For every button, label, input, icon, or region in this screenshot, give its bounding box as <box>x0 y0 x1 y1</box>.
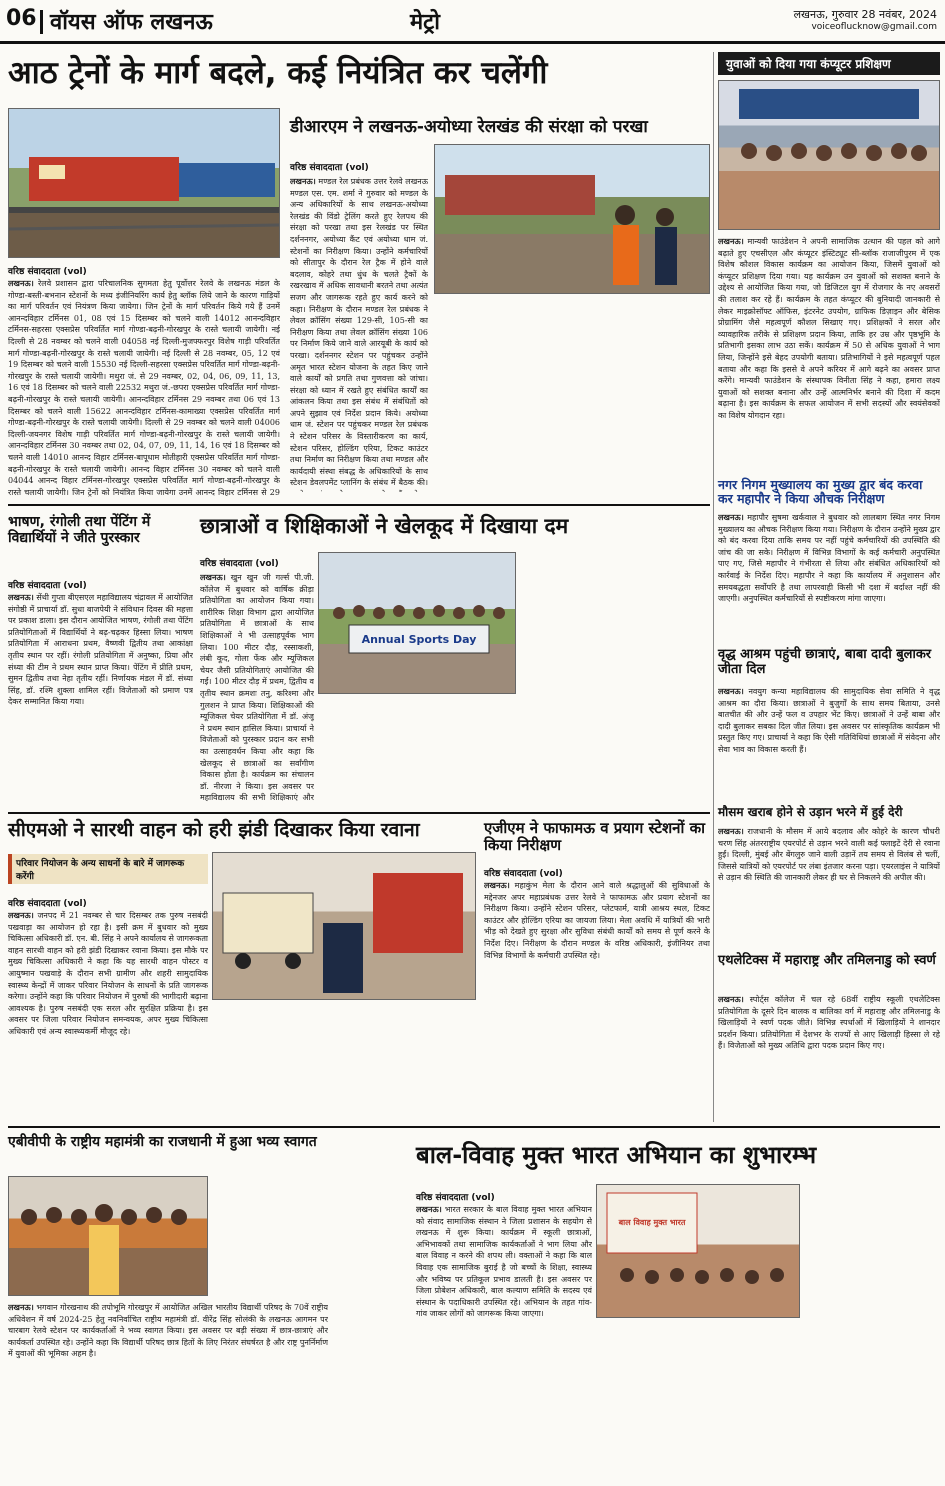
weather-lead: लखनऊ। <box>718 826 744 836</box>
agm-lead: लखनऊ। <box>484 880 510 890</box>
computer-training-text: मान्यवी फाउंडेशन ने अपनी सामाजिक उत्थान की पहल को आगे बढ़ाते हुए एचसीएल और कंप्यूटर इंस्टिट्यूट सी-ब्लॉक राजाजीपुरम में एक विशेष कौशल विकास कार्यक्रम का आयोजन किया, जिसमें युवाओं को कंप्यूटर प्रशिक्षण दिया गया। यह कार्यक्रम उन युवाओं को सशक्त बनाने के उद्देश्य से आयोजित किया गया, जो डिजिटल युग में रोजगार के नए अवसरों की तलाश कर रहे हैं। कार्यक्रम के तहत कंप्यूटर की बुनियादी जानकारी से लेकर माइक्रोसॉफ्ट ऑफिस, इंटरनेट उपयोग, ग्राफिक डिज़ाइन और बेसिक प्रोग्रामिंग जैसे महत्वपूर्ण कौशल सिखाए गए। प्रशिक्षकों ने सरल और व्यावहारिक तरीके से प्रशिक्षण प्रदान किया, ताकि हर उम्र और पृष्ठभूमि के प्रतिभागी इसका लाभ उठा सकें। कार्यक्रम में 50 से अधिक युवाओं ने भाग लिया, जिन्होंने इसे बेहद उपयोगी बताया। प्रतिभागियों ने इसे महत्वपूर्ण पहल बताया और कहा कि इससे वे अपने करियर में आगे बढ़ने का अवसर प्राप्त करेंगे। मान्यवी फाउंडेशन के संस्थापक विनीता सिंह ने कहा, हमारा लक्ष्य युवाओं को सशक्त बनाना और उन्हें आत्मनिर्भर बनाने की दिशा में कदम बढ़ाना है। इस कार्यक्रम के सफल आयोजन में सभी सदस्यों और स्वयंसेवकों का विशेष योगदान रहा। <box>718 237 940 420</box>
nagar-nigam-lead: लखनऊ। <box>718 512 744 522</box>
cmo-tag: परिवार नियोजन के अन्य साधनों के बारे में जागरूक करेंगी <box>8 854 208 884</box>
crowd-row <box>21 1204 187 1225</box>
painting-text: सेंथी गुप्ता बीएसएल महाविद्यालय चंद्रावल में आयोजित संगोष्ठी में प्राचार्या डॉ. सुधा बाजपेयी ने संविधान दिवस की महत्ता पर प्रकाश डाला। इस दौरान आयोजित भाषण, रंगोली तथा पेंटिंग प्रतियोगिताओं में विद्यार्थियों ने बढ़-चढ़कर हिस्सा लिया। भाषण प्रतियोगिता में आराधना प्रथम, वैष्णवी द्वितीय तथा आकांक्षा तृतीय स्थान पर रहीं। रंगोली प्रतियोगिता में अनुष्का, प्रिया और संध्या की टीम ने प्रथम स्थान प्राप्त किया। पेंटिंग में प्रीति प्रथम, सुमन द्वितीय तथा नेहा तृतीय रहीं। निर्णायक मंडल में डॉ. संध्या सिंह, डॉ. रश्मि शुक्ला शामिल रहीं। विजेताओं को प्रमाण पत्र देकर सम्मानित किया गया। <box>8 593 193 707</box>
sports-day-text: खुन खुन जी गर्ल्स पी.जी. कॉलेज में बुधवार को वार्षिक क्रीड़ा प्रतियोगिता का आयोजन किया गया। शारीरिक शिक्षा विभाग द्वारा आयोजित प्रतियोगिता में छात्राओं के साथ शिक्षिकाओं ने भी उत्साहपूर्वक भाग लिया। 100 मीटर दौड़, रस्साकशी, लंबी कूद, गोला फेंक और म्यूजिकल चेयर जैसी प्रतियोगिताएं आयोजित की गईं। 100 मीटर दौड़ में प्रथम, द्वितीय व तृतीय स्थान क्रमशः तनु, करिश्मा और गुलशन ने प्राप्त किया। शिक्षिकाओं की म्यूजिकल चेयर प्रतियोगिता में डॉ. अंजू ने प्रथम स्थान हासिल किया। प्राचार्या ने विजेताओं को पुरस्कार प्रदान कर सभी का उत्साहवर्धन किया और कहा कि खेलकूद से छात्राओं का सर्वांगीण विकास होता है। कार्यक्रम का संचालन डॉ. नीरजा ने किया। इस अवसर पर महाविद्यालय की सभी शिक्षिकाएं और <box>200 573 314 803</box>
coach-body <box>179 163 275 197</box>
abvp-illustration <box>9 1177 208 1296</box>
rail-track <box>9 207 280 213</box>
painting-body <box>8 592 193 804</box>
column-divider <box>713 52 714 1122</box>
agm-text: महाकुंभ मेला के दौरान आने वाले श्रद्धालुओं की सुविधाओं के मद्देनजर अपर महाप्रबंधक उत्तर रेलवे ने फाफामऊ और प्रयाग स्टेशनों का निरीक्षण किया। उन्होंने स्टेशन परिसर, प्लेटफार्म, यात्री आश्रय स्थल, टिकट काउंटर और होल्डिंग एरिया का जायजा लिया। मेला अवधि में यात्रियों की भारी भीड़ को देखते हुए सुरक्षा और सुविधा संबंधी कार्यों को समय से पूर्ण करने के निर्देश दिए। निरीक्षण के दौरान मण्डल के वरिष्ठ अधिकारी, इंजीनियर तथा विभिन्न विभागों के कर्मचारी उपस्थित रहे। <box>484 881 710 960</box>
masthead-divider <box>40 10 43 34</box>
agm-headline: एजीएम ने फाफामऊ व प्रयाग स्टेशनों का किया निरीक्षण <box>484 819 705 855</box>
trains-byline: वरिष्ठ संवाददाता (vol) <box>8 267 87 277</box>
computer-training-body <box>718 236 940 472</box>
cmo-text: जनपद में 21 नवम्बर से चार दिसम्बर तक पुरुष नसबंदी पखवाड़ा का आयोजन हो रहा है। इसी क्रम में बुधवार को मुख्य चिकित्सा अधिकारी डॉ. एन. बी. सिंह ने अपने कार्यालय से जागरूकता वाहन सारथी वाहन को हरी झंडी दिखाकर रवाना किया। इस मौके पर मुख्य चिकित्सा अधिकारी ने कहा कि यह सारथी वाहन पोस्टर व आयुष्मान पखवाड़े के दौरान सभी ग्रामीण और शहरी सामुदायिक स्वास्थ्य केन्द्रों में जाकर परिवार नियोजन के साधनों के प्रति जागरूक करेगा। उन्होंने कहा कि परिवार नियोजन में पुरुषों की भागीदारी बढ़ाना आवश्यक है। पुरुष नसबंदी एक सरल और सुरक्षित प्रक्रिया है। इस अवसर पर जिला परिवार नियोजन समन्वयक, अपर मुख्य चिकित्सा अधिकारी एवं अन्य स्वास्थ्यकर्मी मौजूद रहे। <box>8 911 208 1036</box>
cmo-byline: वरिष्ठ संवाददाता (vol) <box>8 899 87 909</box>
weather-body <box>718 826 940 946</box>
drm-body <box>290 176 428 492</box>
section-rule-3 <box>8 1126 940 1128</box>
sports-day-headline: छात्राओं व शिक्षिकाओं ने खेलकूद में दिखाया दम <box>200 514 569 538</box>
section-rule <box>8 504 710 506</box>
child-marriage-lead: लखनऊ। <box>416 1204 442 1214</box>
rail-line <box>9 225 280 229</box>
official-figure <box>323 923 363 993</box>
nagar-nigam-body <box>718 512 940 642</box>
abvp-body <box>8 1302 328 1480</box>
child-marriage-text: भारत सरकार के बाल विवाह मुक्त भारत अभियान को संवाद सामाजिक संस्थान ने जिला प्रशासन के सहयोग से लखनऊ में शुरू किया। कार्यक्रम में स्कूली छात्राओं, अभिभावकों तथा सामाजिक कार्यकर्ताओं ने भाग लिया और बाल विवाह न करने की शपथ ली। वक्ताओं ने कहा कि बाल विवाह एक सामाजिक बुराई है जो बच्चों के शिक्षा, स्वास्थ्य और भविष्य पर प्रतिकूल प्रभाव डालती है। इस अवसर पर जिला प्रोबेशन अधिकारी, बाल कल्याण समिति के सदस्य एवं संस्थान के पदाधिकारी उपस्थित रहे। अभियान के तहत गांव-गांव जाकर लोगों को जागरूक किया जाएगा। <box>416 1205 592 1319</box>
audience-row <box>620 1268 784 1284</box>
athletics-headline: एथलेटिक्स में महाराष्ट्र और तमिलनाडु को स्वर्ण <box>718 953 936 968</box>
weather-headline: मौसम खराब होने से उड़ान भरने में हुई देरी <box>718 805 903 819</box>
date-line: लखनऊ, गुरुवार 28 नवंबर, 2024 <box>793 8 937 21</box>
official-head-2 <box>656 208 674 226</box>
section-name: मेट्रो <box>410 10 440 35</box>
campaign-banner-text: बाल विवाह मुक्त भारत <box>618 1218 686 1227</box>
child-marriage-illustration <box>597 1185 800 1318</box>
trains-lead: लखनऊ। <box>8 278 34 288</box>
nagar-nigam-text: महापौर सुषमा खर्कवाल ने बुधवार को लालबाग स्थित नगर निगम मुख्यालय का औचक निरीक्षण किया गया। निरीक्षण के दौरान उन्होंने मुख्य द्वार को बंद करवा दिया ताकि समय पर नहीं पहुंचे कर्मचारियों की उपस्थिति की जांच की जा सके। निरीक्षण में विभिन्न विभागों के कई कर्मचारी अनुपस्थित पाए गए, जिसे महापौर ने गंभीरता से लिया और संबंधित अधिकारियों को कार्रवाई के निर्देश दिए। महापौर ने कहा कि कार्यालय में अनुशासन और समयबद्धता सर्वोपरि है तथा लापरवाही किसी भी दशा में बर्दाश्त नहीं की जाएगी। अनुपस्थित कर्मचारियों से स्पष्टीकरण मांगा जाएगा। <box>718 513 940 604</box>
abvp-text: भगवान गोरखनाथ की तपोभूमि गोरखपुर में आयोजित अखिल भारतीय विद्यार्थी परिषद के 70वें राष्ट्रीय अधिवेशन में वर्ष 2024-25 हेतु नवनिर्वाचित राष्ट्रीय महामंत्री डॉ. वीरेंद्र सिंह सोलंकी के लखनऊ आगमन पर चारबाग रेलवे स्टेशन पर कार्यकर्ताओं ने भव्य स्वागत किया। इस अवसर पर बड़ी संख्या में छात्र-छात्राएं और कार्यकर्ता उपस्थित रहे। उन्होंने कहा कि विद्यार्थी परिषद छात्र हितों के लिए निरंतर संघर्षरत है और राष्ट्र पुनर्निर्माण में युवाओं की भूमिका अहम है। <box>8 1303 328 1359</box>
drm-illustration <box>435 145 710 294</box>
agm-body <box>484 880 710 1118</box>
sports-day-byline: वरिष्ठ संवाददाता (vol) <box>200 559 279 569</box>
trains-body <box>8 278 280 498</box>
cmo-illustration <box>213 853 476 1000</box>
official-head <box>615 205 635 225</box>
official-suit <box>655 227 677 285</box>
email: voiceoflucknow@gmail.com <box>811 22 937 32</box>
masthead <box>0 0 945 44</box>
computer-training-lead: लखनऊ। <box>718 236 744 246</box>
athletics-text: स्पोर्ट्स कॉलेज में चल रहे 68वीं राष्ट्रीय स्कूली एथलेटिक्स प्रतियोगिता के दूसरे दिन बालक व बालिका वर्ग में महाराष्ट्र और तमिलनाडु के खिलाड़ियों ने स्वर्ण पदक जीते। विभिन्न स्पर्धाओं में खिलाड़ियों ने शानदार प्रदर्शन किया। प्रतियोगिता में देशभर के राज्यों से आए खिलाड़ी हिस्सा ले रहे हैं। विजेताओं को मुख्य अतिथि द्वारा पदक प्रदान किए गए। <box>718 995 940 1051</box>
ashram-headline: वृद्ध आश्रम पहुंची छात्राएं, बाबा दादी बुलाकर जीता दिल <box>718 647 932 677</box>
ashram-body <box>718 686 940 798</box>
sports-day-body <box>200 572 314 804</box>
group-photo-illustration <box>719 81 940 230</box>
ashram-lead: लखनऊ। <box>718 686 744 696</box>
abvp-photo <box>8 1176 208 1296</box>
cmo-lead: लखनऊ। <box>8 910 34 920</box>
cmo-body <box>8 910 208 1118</box>
train-photo <box>8 108 280 258</box>
athletics-lead: लखनऊ। <box>718 994 744 1004</box>
section-rule-2 <box>8 812 710 814</box>
vehicle-wheel-2 <box>285 953 301 969</box>
trains-text: रेलवे प्रशासन द्वारा परिचालनिक सुगमता हेतु पूर्वोत्तर रेलवे के लखनऊ मंडल के गोण्डा-बस्ती-बभनान स्टेशनों के मध्य इंजीनियरिंग कार्य हेतु ब्लॉक लिये जाने के कारण गाड़ियों का मार्ग परिवर्तन एवं नियंत्रण किया जायेगा। जिन ट्रेनों के मार्ग परिवर्तन किये गये हैं उनमें आनन्दविहार टर्मिनस 01, 08 एवं 15 दिसम्बर को चलने वाली 14012 आनन्दविहार टर्मिनस-सहरसा एक्सप्रेस परिवर्तित मार्ग गोण्डा-बढ़नी-गोरखपुर के रास्ते चलायी जायेगी। नई दिल्ली से 28 नवम्बर को चलने वाली 04058 नई दिल्ली-मुजफ्फरपुर विशेष गाड़ी परिवर्तित मार्ग गोण्डा-बढ़नी-गोरखपुर के रास्ते चलायी जायेगी। नई दिल्ली से 28 नवम्बर, 05, 12 एवं 19 दिसम्बर को चलने वाली 15530 नई दिल्ली-सहरसा एक्सप्रेस परिवर्तित मार्ग गोण्डा-बढ़नी-गोरखपुर के रास्ते चलायी जायेगी। मथुरा जं. से 29 नवम्बर, 02, 04, 06, 09, 11, 13, 16 एवं 18 दिसम्बर को चलने वाली 22532 मथुरा जं.-छपरा एक्सप्रेस परिवर्तित मार्ग गोण्डा-बढ़नी-गोरखपुर के रास्ते चलायी जायेगी। आनन्दविहार टर्मिनस 29 नवम्बर तथा 06 एवं 13 दिसम्बर को चलने वाली 15622 आनन्दविहार टर्मिनस-कामाख्या एक्सप्रेस परिवर्तित मार्ग गोण्डा-बढ़नी-गोरखपुर के रास्ते चलायी जायेगी। दिल्ली से 29 नवम्बर को चलने वाली 04006 दिल्ली-जयनगर विशेष गाड़ी परिवर्तित मार्ग गोण्डा-बढ़नी-गोरखपुर के रास्ते चलायी जायेगी। आनन्दविहार टर्मिनस 30 नवम्बर तथा 02, 04, 07, 09, 11, 14, 16 एवं 18 दिसम्बर को चलने वाली 14010 आनन्द विहार टर्मिनस-बापूधाम मोतीहारी एक्सप्रेस परिवर्तित मार्ग गोण्डा-बढ़नी-गोरखपुर के रास्ते चलायी जायेगी। आनन्द विहार टर्मिनस 30 नवम्बर को चलने वाली 04044 आनन्द विहार टर्मिनस-गोरखपुर एक्सप्रेस परिवर्तित मार्ग गोण्डा-बढ़नी-गोरखपुर के रास्ते चलायी जायेगी। जिन ट्रेनों को नियंत्रित किया जायेगा उनमें आनन्द विहार टर्मिनस से 29 <box>8 279 280 497</box>
garland <box>89 1225 119 1296</box>
train-coach <box>445 175 595 215</box>
child-marriage-headline: बाल-विवाह मुक्त भारत अभियान का शुभारम्भ <box>416 1141 817 1169</box>
sports-day-photo <box>318 552 516 694</box>
sports-day-banner-text: Annual Sports Day <box>361 633 477 646</box>
nagar-nigam-headline: नगर निगम मुख्यालय का मुख्य द्वार बंद करवा कर महापौर ने किया औचक निरीक्षण <box>718 477 923 507</box>
cmo-photo <box>212 852 476 1000</box>
official-vest <box>613 225 639 285</box>
drm-lead: लखनऊ। <box>290 176 316 186</box>
athletics-body <box>718 994 940 1120</box>
computer-training-headline: युवाओं को दिया गया कंप्यूटर प्रशिक्षण <box>718 52 940 75</box>
drm-headline: डीआरएम ने लखनऊ-अयोध्या रेलखंड की संरक्षा को परखा <box>290 117 648 137</box>
agm-byline: वरिष्ठ संवाददाता (vol) <box>484 869 563 879</box>
stage-banner <box>739 89 919 119</box>
loco-window <box>39 165 65 179</box>
weather-text: राजधानी के मौसम में आये बदलाव और कोहरे के कारण चौधरी चरण सिंह अंतरराष्ट्रीय एयरपोर्ट से उड़ान भरने वाली कई फ्लाइटें देरी से रवाना हुईं। दिल्ली, मुंबई और बेंगलुरु जाने वाली उड़ानें तय समय से विलंब से चलीं, जिससे यात्रियों को एयरपोर्ट पर लंबा इंतजार करना पड़ा। एयरलाइंस ने यात्रियों से उड़ान की स्थिति की जानकारी लेकर ही घर से निकलने की अपील की। <box>718 827 940 883</box>
students-row <box>333 605 505 619</box>
page-number: 06 <box>6 6 37 31</box>
painting-lead: लखनऊ। <box>8 592 34 602</box>
computer-training-photo <box>718 80 940 230</box>
abvp-headline: एबीवीपी के राष्ट्रीय महामंत्री का राजधानी में हुआ भव्य स्वागत <box>8 1134 317 1150</box>
painting-headline: भाषण, रंगोली तथा पेंटिंग में विद्यार्थियों ने जीते पुरस्कार <box>8 514 151 547</box>
sports-day-lead: लखनऊ। <box>200 572 226 582</box>
ashram-text: नवयुग कन्या महाविद्यालय की सामुदायिक सेवा समिति ने वृद्ध आश्रम का दौरा किया। छात्राओं ने बुजुर्गों के साथ समय बिताया, उनसे बातचीत की और उन्हें फल व उपहार भेंट किए। छात्राओं ने उन्हें बाबा और दादी बुलाकर सबका दिल जीत लिया। इस अवसर पर सांस्कृतिक कार्यक्रम भी प्रस्तुत किए गए। प्राचार्या ने कहा कि ऐसी गतिविधियां छात्राओं में संवेदना और सेवा भाव का विकास करती हैं। <box>718 687 940 754</box>
trains-headline: आठ ट्रेनों के मार्ग बदले, कई नियंत्रित कर चलेंगी <box>8 55 548 91</box>
child-marriage-byline: वरिष्ठ संवाददाता (vol) <box>416 1193 495 1203</box>
newspaper-name: वॉयस ऑफ लखनऊ <box>50 10 213 35</box>
child-marriage-body <box>416 1204 592 1480</box>
sports-day-illustration <box>319 553 516 694</box>
sarathi-vehicle-2 <box>373 873 463 953</box>
people-row <box>741 143 927 161</box>
child-marriage-photo <box>596 1184 800 1318</box>
drm-byline: वरिष्ठ संवाददाता (vol) <box>290 163 369 173</box>
vehicle-wheel <box>235 953 251 969</box>
train-illustration <box>9 109 280 258</box>
cmo-headline: सीएमओ ने सारथी वाहन को हरी झंडी दिखाकर किया रवाना <box>8 819 420 841</box>
sarathi-vehicle <box>223 893 313 953</box>
abvp-lead: लखनऊ। <box>8 1302 34 1312</box>
people-bodies <box>719 171 940 230</box>
drm-text: मण्डल रेल प्रबंधक उत्तर रेलवे लखनऊ मण्डल एस. एम. शर्मा ने गुरुवार को मण्डल के अन्य अधिकारियों के साथ लखनऊ-अयोध्या रेलखंड की विंडो ट्रेलिंग करते हुए रेलपथ की संरक्षा को परखा तथा इस रेलखंड पर स्थित दर्शननगर, अयोध्या कैंट एवं अयोध्या धाम जं. स्टेशनों का निरीक्षण किया। उन्होंने कर्मचारियों को सीतापुर के दौरान रेल ट्रैक में होने वाले बदलाव, कोहरे तथा धुंध के चलते ट्रैकों के रखरखाव में अधिक सावधानी बरतने तथा अत्यंत सजग और जागरूक रहते हुए कार्य करने को कहा। निरीक्षण के दौरान मण्डल रेल प्रबंधक ने लेवल क्रॉसिंग संख्या 129-सी, 105-सी का निरीक्षण किया तथा लेवल क्रॉसिंग संख्या 106 पर निर्माण किये जाने वाले आरयूबी के कार्य को परखा। दर्शननगर स्टेशन पर पहुंचकर उन्होंने अमृत भारत स्टेशन योजना के तहत किए जाने वाले कार्यों को प्रगति तथा गुणवत्ता को जांचा। संरक्षा को ध्यान में रखते हुए संबंधित कार्यों का आंकलन किया तथा इस संबंध में संबंधितों को अपने सुझाव एवं निर्देश प्रदान किये। अयोध्या धाम जं. स्टेशन पर पहुंचकर मण्डल रेल प्रबंधक ने स्टेशन परिसर के विस्तारीकरण का कार्य, स्टेशन परिसर, होल्डिंग एरिया, टिकट काउंटर तथा निर्माण का निरीक्षण किया तथा मण्डल और कार्यदायी संस्था संबद्ध के अधिकारियों के साथ स्टेशन डेवलपमेंट प्लानिंग के संबंध में बैठक की। <box>290 177 428 488</box>
drm-inspection-photo <box>434 144 710 294</box>
painting-byline: वरिष्ठ संवाददाता (vol) <box>8 581 87 591</box>
